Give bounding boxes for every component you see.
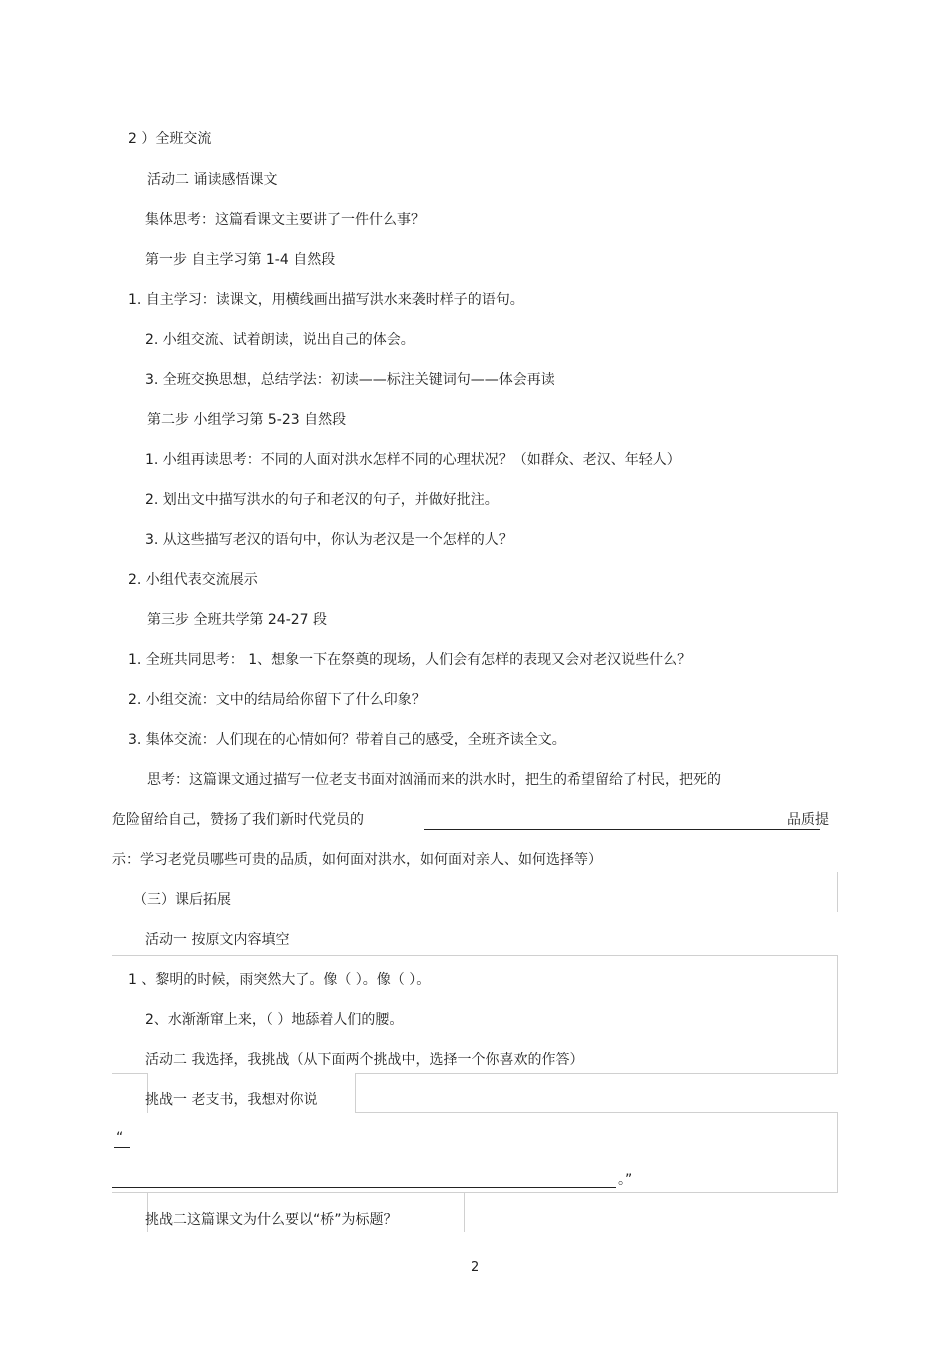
box-line	[355, 1073, 356, 1113]
text-line: 1. 小组再读思考：不同的人面对洪水怎样不同的心理状况？（如群众、老汉、年轻人）	[145, 452, 681, 468]
step-heading: 第二步 小组学习第 5-23 自然段	[147, 412, 347, 428]
quote-close: 。”	[618, 1172, 633, 1188]
box-line	[464, 1192, 465, 1232]
quote-open: “	[116, 1130, 124, 1146]
text-line: 3. 全班交换思想，总结学法：初读——标注关键词句——体会再读	[145, 372, 555, 388]
box-line	[112, 1073, 148, 1074]
text-line: 危险留给自己，赞扬了我们新时代党员的	[112, 812, 364, 828]
text-line: 品质提	[787, 812, 829, 828]
answer-underline	[112, 1187, 616, 1188]
text-line: 2. 小组交流：文中的结局给你留下了什么印象？	[128, 692, 426, 708]
quote-open-underline	[114, 1147, 130, 1148]
box-line	[112, 1192, 838, 1193]
text-line: 集体思考：这篇看课文主要讲了一件什么事？	[145, 212, 425, 228]
box-line	[355, 1112, 838, 1113]
text-line: 2. 小组代表交流展示	[128, 572, 258, 588]
text-line: 3. 集体交流：人们现在的心情如何？带着自己的感受，全班齐读全文。	[128, 732, 566, 748]
text-line: 2. 划出文中描写洪水的句子和老汉的句子，并做好批注。	[145, 492, 499, 508]
step-heading: 第一步 自主学习第 1-4 自然段	[145, 252, 336, 268]
blank-underline	[424, 829, 820, 830]
activity-heading: 活动二 诵读感悟课文	[147, 172, 278, 188]
challenge-heading: 挑战二这篇课文为什么要以“桥”为标题？	[145, 1212, 398, 1228]
activity-heading: 活动一 按原文内容填空	[145, 932, 290, 948]
text-line: 1 、黎明的时候，雨突然大了。像（ ）。像（ ）。	[128, 972, 431, 988]
text-line: 1. 全班共同思考： 1、想象一下在祭奠的现场，人们会有怎样的表现又会对老汉说些什么？	[128, 652, 692, 668]
page-number: 2	[471, 1260, 480, 1275]
box-line	[112, 955, 838, 956]
text-line: 思考：这篇课文通过描写一位老支书面对汹涌而来的洪水时，把生的希望留给了村民，把死的	[147, 772, 721, 788]
box-line	[837, 1112, 838, 1192]
box-line	[837, 872, 838, 912]
text-line: 1. 自主学习：读课文，用横线画出描写洪水来袭时样子的语句。	[128, 292, 524, 308]
text-line: 2、水渐渐窜上来，（ ）地舔着人们的腰。	[145, 1012, 404, 1028]
box-line	[837, 955, 838, 1073]
section-heading: （三）课后拓展	[133, 892, 231, 908]
step-heading: 第三步 全班共学第 24-27 段	[147, 612, 328, 628]
box-line	[355, 1073, 838, 1074]
text-line: 2. 小组交流、试着朗读，说出自己的体会。	[145, 332, 415, 348]
text-line: 示：学习老党员哪些可贵的品质，如何面对洪水，如何面对亲人、如何选择等）	[112, 852, 602, 868]
activity-heading: 活动二 我选择，我挑战（从下面两个挑战中，选择一个你喜欢的作答）	[145, 1052, 584, 1068]
text-line: 2 ）全班交流	[128, 131, 212, 147]
text-line: 3. 从这些描写老汉的语句中，你认为老汉是一个怎样的人？	[145, 532, 513, 548]
challenge-heading: 挑战一 老支书，我想对你说	[145, 1092, 318, 1108]
